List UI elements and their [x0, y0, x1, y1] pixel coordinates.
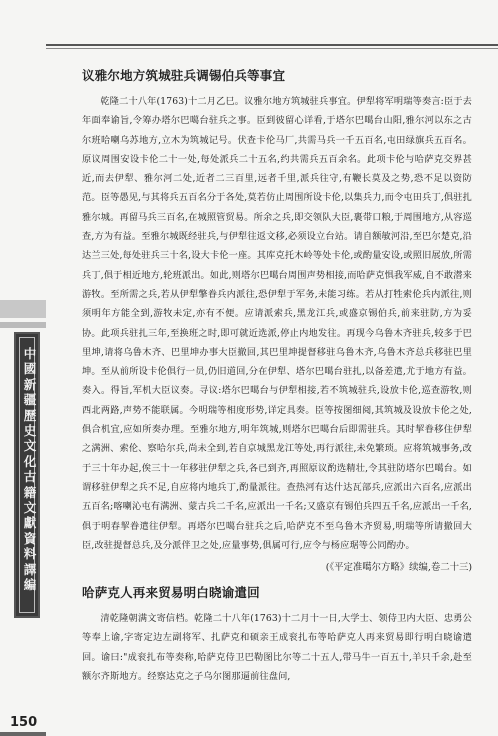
section-source-citation: (《平定准噶尔方略》续编,卷二十三) [325, 562, 472, 574]
section-body: 乾隆二十八年(1763)十二月乙巳。议雅尔地方筑城驻兵事宜。伊犁将军明瑞等奏言:臣于去年面奉谕旨,令筹办塔尔巴噶台驻兵之事。臣到彼留心详看,于塔尔巴噶台山阳,雅尔河以东之古尔班哈喇乌苏地方,立木为筑城记号。伏查卡伦马厂,共需马兵一千五百名,屯田绿旗兵五百名。原议周围安设卡伦二十一处,每处派兵二十五名,约共需兵五百余名。此项卡伦与哈萨克交界甚近,而去伊犁、雅尔河二处,近者二三百里,远者千里,派兵往守,有鞭长莫及之势,恐不足以资防范。臣等愚见,与其将兵五百名分于各处,莫若仿止周围所设卡伦,以集兵力,而令屯田兵丁,俱驻扎雅尔城。再留马兵三百名,在城照管贸易。所余之兵,即交领队大臣,裹带口粮,于周围地方,从容巡查,方为有益。至雅尔城既经驻兵,与伊犁往返文移,必须设立台站。请自额敏河沿,至巴尔楚克,沿达兰三处,每处驻兵三十名,设大卡伦一座。其库克托木岭等处卡伦,或酌量安设,或照旧展放,所需兵丁,俱于相近地方,轮班派出。如此,则塔尔巴噶台周围声势相接,而哈萨克惧我军威,自不敢潜来游牧。至所需之兵,若从伊犁擎眷兵内派往,恐伊犁于军务,未能习练。若从打牲索伦兵内派往,则须明年方能全到,游牧未定,亦有不便。应请派索兵,黑龙江兵,或盛京锡伯兵,前来驻防,方为妥协。此项兵驻扎三年,至换班之时,即可就近选派,停止内地发往。再现今乌鲁木齐驻兵,较多于巴里坤,请将乌鲁木齐、巴里坤办事大臣撤回,其巴里坤提督移驻乌鲁木齐,乌鲁木齐总兵移驻巴里坤。至从前所设卡伦俱行一员,仍旧道回,分在伊犁、塔尔巴噶台驻扎,以备差遣,尤于地方有益。奏入。得旨,军机大臣议奏。寻议:塔尔巴噶台与伊犁相接,若不筑城驻兵,设放卡伦,巡查游牧,则西北两路,声势不能联属。今明瑞等相度形势,详定具奏。臣等按图细阅,其筑城及设放卡伦之处,俱合机宜,应如所奏办理。至雅尔地方,明年筑城,则塔尔巴噶台后即需驻兵。其时挈眷移住伊犁之满洲、索伦、察哈尔兵,尚未全到,若自京城黑龙江等处,再行派往,未免繁琐。应将筑城事务,改于三十年办起,俟三十一年移驻伊犁之兵,各已到齐,再照原议酌选精壮,令其驻防塔尔巴噶台。如谓移驻伊犁之兵不足,自应将内地兵丁,酌量派往。查热河有达什达瓦部兵,应派出六百名,应派出五百名;喀喇沁屯有满洲、蒙古兵二千名,应派出一千名;又盛京有锡伯兵四五千名,应派出一千名,俱于明春挈眷遣往伊犁。再塔尔巴噶台驻兵之后,哈萨克不至乌鲁木齐贸易,明瑞等所请撤回大臣,改驻提督总兵,及分派伴卫之处,应量事势,俱属可行,应令与杨应琚等公同酌办。 [82, 96, 472, 551]
page-number: 150 [10, 715, 38, 730]
header-rule [46, 44, 498, 46]
series-side-tab-border [19, 337, 35, 613]
footer-bar [0, 732, 46, 736]
section-article-2 [82, 583, 472, 686]
series-title: 中國新疆歷史文化古籍文獻資料譯編 [23, 346, 37, 593]
series-side-tab [14, 332, 40, 618]
section-heading: 哈萨克人再来贸易明白晓谕遣回 [82, 585, 260, 601]
section-body: 清乾隆朝满文寄信档。乾隆二十八年(1763)十二月十一日,大学士、领侍卫内大臣、忠勇公等奉上谕,字寄定边左副将军、扎萨克和硕亲王成衮扎布等哈萨克人再来贸易即行明白晓谕遣回。谕曰:"成衮扎布等奏称,哈萨克侍卫巴勒图比尔等二十五人,带马牛一百五十,羊只千余,赴至额尔齐斯地方。经察达克之子乌尔图那逼前往盘问, [82, 613, 472, 683]
section-heading: 议雅尔地方筑城驻兵调锡伯兵等事宜 [82, 68, 286, 83]
side-decoration-band [0, 300, 46, 318]
section-article-1 [82, 66, 472, 573]
header-rule-thin [46, 48, 498, 49]
side-decoration-band-thin [0, 322, 46, 328]
page-content [82, 66, 472, 686]
